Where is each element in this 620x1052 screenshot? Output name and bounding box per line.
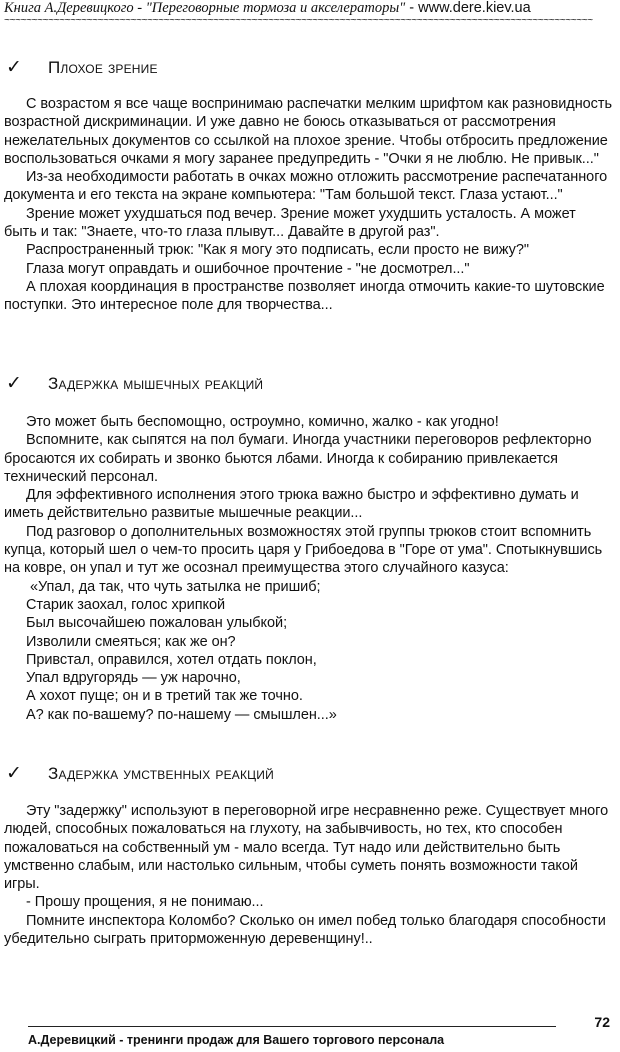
- section-body-poor-vision: [4, 95, 612, 315]
- verse-line: А хохот пуще; он и в третий так же точно.: [26, 688, 303, 705]
- paragraph: Вспомните, как сыпятся на пол бумаги. Иногда участники переговоров рефлекторно бросаются их собирать и звонко бьются лбами. Иногда к собиранию привлекается технический персонал.: [4, 432, 592, 485]
- section-heading-poor-vision: [6, 56, 158, 82]
- section-body-muscle-reaction: [4, 413, 612, 724]
- paragraph: Помните инспектора Коломбо? Сколько он имел побед только благодаря способности убедительно сыграть приторможенную деревенщину!..: [4, 912, 606, 948]
- footer-text: А.Деревицкий - тренинги продаж для Вашего торгового персонала: [28, 1033, 445, 1047]
- check-icon: ✓: [6, 762, 22, 784]
- site-link[interactable]: www.dere.kiev.ua: [418, 0, 531, 16]
- verse-line: Привстал, оправился, хотел отдать поклон,: [26, 651, 317, 668]
- header-divider: ~~~~~~~~~~~~~~~~~~~~~~~~~~~~~~~~~~~~~~~~~~~~~~~~~~~~~~~~~~~~~~~~~~~~~~~~~~~~~~~~~~~~~~~~~~~~~~~~~~~~~~~~~~~: [4, 16, 593, 27]
- page-number: 72: [594, 1014, 610, 1030]
- paragraph: Это может быть беспомощно, остроумно, комично, жалко - как угодно!: [26, 414, 499, 430]
- paragraph: С возрастом я все чаще воспринимаю распечатки мелким шрифтом как разновидность возрастной дискриминации. И уже давно не боюсь отказываться от рассмотрения нежелательных документов со ссылкой на плохое зрение. Чтобы отбросить предложение воспользоваться очками я могу заранее предупредить - "Очки я не люблю. Не привык...": [4, 96, 612, 167]
- paragraph: Зрение может ухудшаться под вечер. Зрение может ухудшить усталость. А может быть и так: "Знаете, что-то глаза плывут... Давайте в другой раз".: [4, 205, 576, 241]
- section-heading-mental-reaction: [6, 762, 274, 788]
- section-body-mental-reaction: [4, 802, 612, 948]
- verse-line: Был высочайшею пожалован улыбкой;: [26, 615, 288, 632]
- paragraph: Под разговор о дополнительных возможностях этой группы трюков стоит вспомнить купца, который шел о чем-то просить царя у Грибоедова в "Горе от ума". Спотыкнувшись на ковре, он упал и тут же осознал преимущества этого случайного казуса:: [4, 523, 603, 577]
- paragraph: Из-за необходимости работать в очках можно отложить рассмотрение распечатанного документа и его текста на экране компьютера: "Там большой текст. Глаза устают...": [4, 169, 608, 204]
- header-separator: -: [405, 0, 419, 16]
- footer-divider: [28, 1026, 556, 1027]
- section-title: Задержка умственных реакций: [48, 764, 274, 783]
- check-icon: ✓: [6, 372, 22, 394]
- book-title: Книга А.Деревицкого - "Переговорные тормоза и акселераторы": [4, 0, 406, 16]
- verse-line: Упал вдругорядь — уж нарочно,: [26, 670, 241, 687]
- verse-line: «Упал, да так, что чуть затылка не пришиб;: [30, 578, 321, 595]
- paragraph: - Прошу прощения, я не понимаю...: [26, 894, 264, 911]
- section-heading-muscle-reaction: [6, 372, 263, 398]
- paragraph: А плохая координация в пространстве позволяет иногда отмочить какие-то шутовские поступки. Это интересное поле для творчества...: [4, 278, 605, 314]
- paragraph: Для эффективного исполнения этого трюка важно быстро и эффективно думать и иметь действительно развитые мышечные реакции...: [4, 487, 579, 522]
- section-title: Задержка мышечных реакций: [48, 374, 264, 393]
- verse-line: А? как по-вашему? по-нашему — смышлен...»: [26, 706, 337, 723]
- verse-line: Изволили смеяться; как же он?: [26, 633, 236, 650]
- paragraph: Глаза могут оправдать и ошибочное прочтение - "не досмотрел...": [26, 260, 470, 277]
- check-icon: ✓: [6, 56, 22, 78]
- paragraph: Эту "задержку" используют в переговорной игре несравненно реже. Существует много людей, способных пожаловаться на глухоту, на забывчивость, но тех, кто способен пожаловаться на собственный ум - мало всегда. Тут надо или действительно быть умственно слабым, или настолько сильным, чтобы суметь понять возможности такой игры.: [4, 803, 609, 893]
- section-title: Плохое зрение: [48, 58, 158, 77]
- paragraph: Распространенный трюк: "Как я могу это подписать, если просто не вижу?": [26, 242, 529, 259]
- page-header: [4, 0, 616, 17]
- verse-line: Старик заохал, голос хрипкой: [26, 596, 226, 613]
